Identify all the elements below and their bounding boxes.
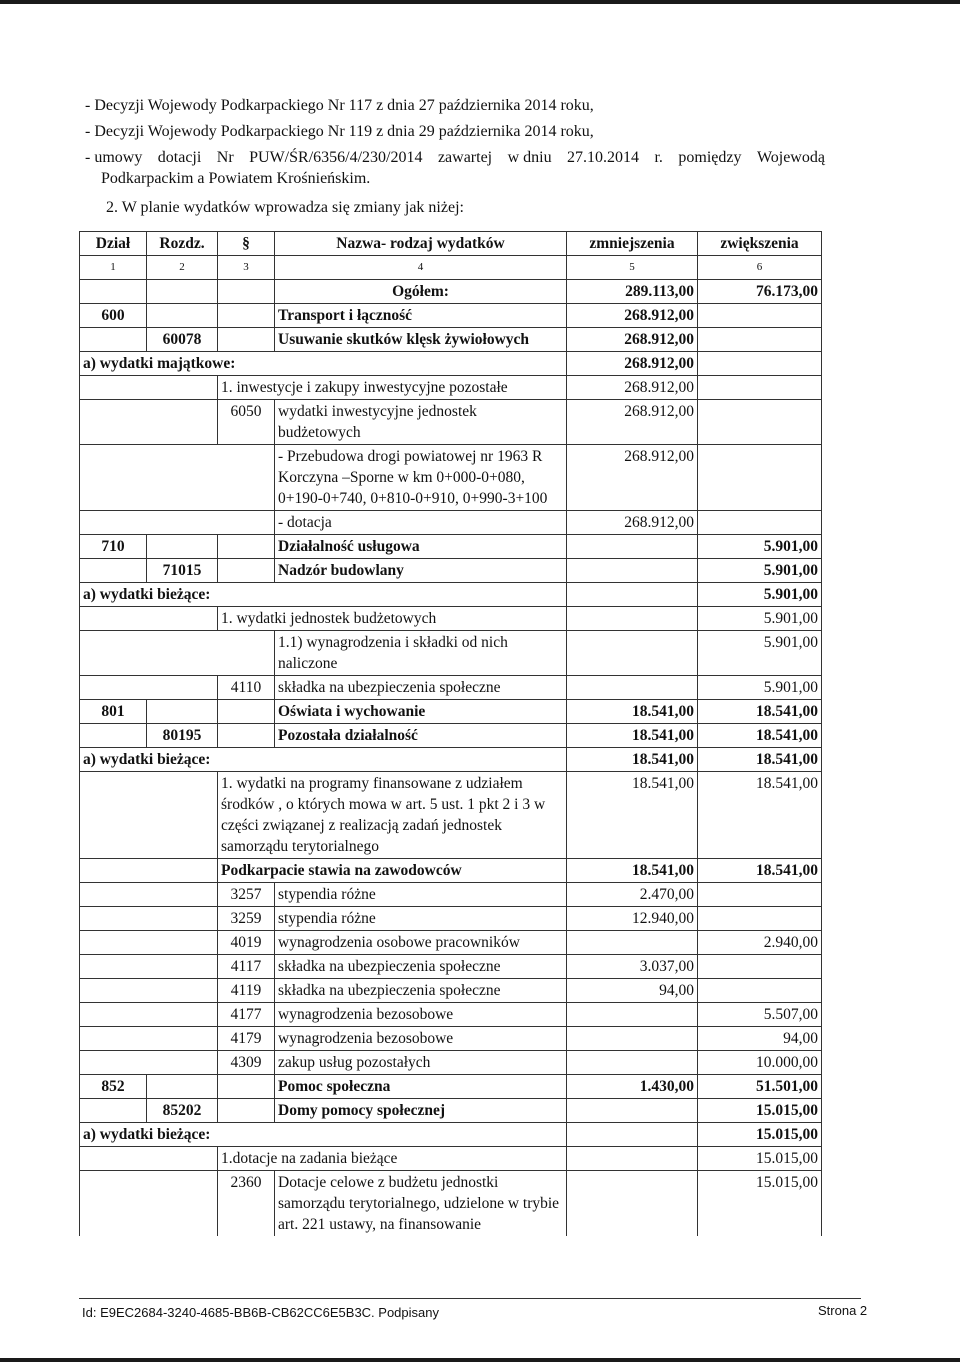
zwiekszenia-cell: 76.173,00 [698,280,822,304]
name-cell: Pomoc społeczna [275,1075,567,1099]
name-cell: Transport i łączność [275,304,567,328]
zmniejszenia-cell: 2.470,00 [567,883,698,907]
header-paragraf: § [218,232,275,256]
table-row [80,304,822,328]
section-label-cell: a) wydatki bieżące: [80,583,567,607]
table-row [80,631,822,676]
rozdzial-cell [147,535,218,559]
table-row [80,1003,822,1027]
paragraf-cell: 4019 [218,931,275,955]
footer-divider [79,1298,861,1299]
intro-line-3 [85,147,825,168]
dzial-cell: 852 [80,1075,147,1099]
indent-cell [80,883,218,907]
dzial-cell: 710 [80,535,147,559]
paragraf-cell: 3259 [218,907,275,931]
intro-line-3-word: - umowy [85,149,143,166]
table-row [80,1147,822,1171]
intro-block [85,95,825,223]
name-cell: Nadzór budowlany [275,559,567,583]
col-number: 4 [275,256,567,280]
paragraf-cell [218,700,275,724]
indent-cell [80,1003,218,1027]
zwiekszenia-cell: 94,00 [698,1027,822,1051]
col-number: 2 [147,256,218,280]
table-row [80,583,822,607]
zwiekszenia-cell: 18.541,00 [698,772,822,859]
paragraf-cell [218,724,275,748]
name-cell: - Przebudowa drogi powiatowej nr 1963 R Korczyna –Sporne w km 0+000-0+080, 0+190-0+740, 0+810-0+910, 0+990-3+100 [275,445,567,511]
paragraf-cell [218,559,275,583]
indent-cell [80,1027,218,1051]
expenditure-table [79,231,822,1236]
paragraf-cell: 2360 [218,1171,275,1237]
indent-cell [80,511,275,535]
zmniejszenia-cell: 268.912,00 [567,376,698,400]
zmniejszenia-cell: 12.940,00 [567,907,698,931]
indent-cell [80,859,218,883]
indent-cell [80,907,218,931]
zwiekszenia-cell [698,328,822,352]
zwiekszenia-cell [698,883,822,907]
table-row [80,883,822,907]
table-row [80,511,822,535]
intro-line-3-word: Wojewodą [756,149,825,166]
zwiekszenia-cell: 5.901,00 [698,631,822,676]
section-label-cell: a) wydatki bieżące: [80,748,567,772]
header-dzial: Dział [80,232,147,256]
table-header-row [80,232,822,256]
table-row [80,859,822,883]
indent-cell [80,607,218,631]
name-cell: 1. inwestycje i zakupy inwestycyjne pozostałe [218,376,567,400]
name-cell: zakup usług pozostałych [275,1051,567,1075]
col-number: 3 [218,256,275,280]
scan-bottom-edge [0,1358,960,1362]
indent-cell [80,955,218,979]
header-nazwa: Nazwa- rodzaj wydatków [275,232,567,256]
rozdzial-cell: 80195 [147,724,218,748]
zmniejszenia-cell [567,583,698,607]
section-label-cell: a) wydatki majątkowe: [80,352,567,376]
zmniejszenia-cell [567,1027,698,1051]
paragraf-cell: 6050 [218,400,275,445]
col-number: 6 [698,256,822,280]
col-number: 1 [80,256,147,280]
header-zwiekszenia: zwiększenia [698,232,822,256]
column-number-row [80,256,822,280]
name-cell: wydatki inwestycyjne jednostek budżetowych [275,400,567,445]
zwiekszenia-cell: 18.541,00 [698,748,822,772]
zmniejszenia-cell [567,1051,698,1075]
name-cell: Domy pomocy społecznej [275,1099,567,1123]
intro-line-3-word: dotacji [157,149,202,166]
paragraf-cell: 4119 [218,979,275,1003]
rozdzial-cell: 85202 [147,1099,218,1123]
indent-cell [80,400,218,445]
zwiekszenia-cell: 15.015,00 [698,1147,822,1171]
indent-cell [80,631,275,676]
zwiekszenia-cell [698,955,822,979]
dzial-cell [80,1099,147,1123]
header-rozdzial: Rozdz. [147,232,218,256]
intro-line-3-word: 27.10.2014 [567,149,640,166]
table-row [80,955,822,979]
table-row [80,1051,822,1075]
zwiekszenia-cell: 18.541,00 [698,724,822,748]
name-cell: - dotacja [275,511,567,535]
indent-cell [80,1051,218,1075]
table-row [80,328,822,352]
name-cell: stypendia różne [275,883,567,907]
zwiekszenia-cell: 51.501,00 [698,1075,822,1099]
table-row [80,535,822,559]
zwiekszenia-cell: 10.000,00 [698,1051,822,1075]
zwiekszenia-cell: 5.901,00 [698,607,822,631]
zmniejszenia-cell [567,1123,698,1147]
name-cell: Pozostała działalność [275,724,567,748]
intro-line-3-word: Nr [216,149,234,166]
rozdzial-cell: 60078 [147,328,218,352]
expenditure-table-body [80,232,822,1237]
indent-cell [80,1171,218,1237]
table-row [80,700,822,724]
zwiekszenia-cell [698,376,822,400]
name-cell: Usuwanie skutków klęsk żywiołowych [275,328,567,352]
table-row [80,676,822,700]
paragraf-cell: 4177 [218,1003,275,1027]
dzial-cell [80,280,147,304]
zwiekszenia-cell: 5.507,00 [698,1003,822,1027]
zmniejszenia-cell: 268.912,00 [567,511,698,535]
zmniejszenia-cell: 18.541,00 [567,772,698,859]
table-row [80,907,822,931]
table-row [80,352,822,376]
table-row [80,1075,822,1099]
paragraf-cell [218,1099,275,1123]
zmniejszenia-cell: 18.541,00 [567,859,698,883]
paragraf-cell [218,535,275,559]
name-cell: składka na ubezpieczenia społeczne [275,676,567,700]
zwiekszenia-cell: 5.901,00 [698,535,822,559]
zmniejszenia-cell: 3.037,00 [567,955,698,979]
paragraf-cell [218,1075,275,1099]
header-zmniejszenia: zmniejszenia [567,232,698,256]
rozdzial-cell [147,280,218,304]
zwiekszenia-cell [698,907,822,931]
paragraf-cell: 4117 [218,955,275,979]
name-cell: wynagrodzenia bezosobowe [275,1003,567,1027]
zmniejszenia-cell: 268.912,00 [567,352,698,376]
zwiekszenia-cell: 5.901,00 [698,583,822,607]
indent-cell [80,772,218,859]
table-row [80,1171,822,1237]
zwiekszenia-cell [698,304,822,328]
table-row [80,1099,822,1123]
table-row [80,931,822,955]
intro-line-3-word: zawartej [437,149,493,166]
dzial-cell [80,724,147,748]
zmniejszenia-cell [567,607,698,631]
zmniejszenia-cell [567,676,698,700]
zwiekszenia-cell: 15.015,00 [698,1171,822,1237]
table-row [80,979,822,1003]
intro-line-3-word: pomiędzy [678,149,742,166]
name-cell: składka na ubezpieczenia społeczne [275,979,567,1003]
section-label-cell: a) wydatki bieżące: [80,1123,567,1147]
name-cell: 1. wydatki na programy finansowane z udziałem środków , o których mowa w art. 5 ust. 1 pkt 2 i 3 w części związanej z realizacją zadań jednostek samorządu terytorialnego [218,772,567,859]
zwiekszenia-cell [698,511,822,535]
table-row [80,748,822,772]
zmniejszenia-cell: 94,00 [567,979,698,1003]
intro-line-2: - Decyzji Wojewody Podkarpackiego Nr 119 z dnia 29 października 2014 roku, [85,123,594,140]
table-row [80,724,822,748]
scan-top-edge [0,0,960,4]
name-cell: Podkarpacie stawia na zawodowców [218,859,567,883]
name-cell: wynagrodzenia osobowe pracowników [275,931,567,955]
zwiekszenia-cell [698,400,822,445]
intro-line-1: - Decyzji Wojewody Podkarpackiego Nr 117 z dnia 27 października 2014 roku, [85,97,594,114]
name-cell: 1.1) wynagrodzenia i składki od nich naliczone [275,631,567,676]
paragraf-cell: 4110 [218,676,275,700]
zwiekszenia-cell: 15.015,00 [698,1099,822,1123]
table-row [80,376,822,400]
dzial-cell [80,328,147,352]
zmniejszenia-cell [567,535,698,559]
indent-cell [80,931,218,955]
zwiekszenia-cell: 15.015,00 [698,1123,822,1147]
table-row [80,280,822,304]
name-cell: Ogółem: [275,280,567,304]
page-number: Strona 2 [818,1303,868,1318]
table-row [80,559,822,583]
paragraf-cell [218,280,275,304]
indent-cell [80,979,218,1003]
table-row [80,772,822,859]
rozdzial-cell [147,304,218,328]
name-cell: 1. wydatki jednostek budżetowych [218,607,567,631]
indent-cell [80,376,218,400]
name-cell: Dotacje celowe z budżetu jednostki samorządu terytorialnego, udzielone w trybie art. 221 ustawy, na finansowanie [275,1171,567,1237]
zwiekszenia-cell [698,352,822,376]
document-id: Id: E9EC2684-3240-4685-BB6B-CB62CC6E5B3C. Podpisany [82,1305,439,1320]
intro-line-3-continued: Podkarpackim a Powiatem Krośnieńskim. [101,170,371,187]
zmniejszenia-cell: 268.912,00 [567,400,698,445]
table-row [80,607,822,631]
dzial-cell: 801 [80,700,147,724]
dzial-cell: 600 [80,304,147,328]
zmniejszenia-cell [567,931,698,955]
name-cell: składka na ubezpieczenia społeczne [275,955,567,979]
zmniejszenia-cell: 18.541,00 [567,724,698,748]
zmniejszenia-cell [567,559,698,583]
intro-line-3-word: w dniu [507,149,552,166]
paragraf-cell [218,328,275,352]
indent-cell [80,445,275,511]
col-number: 5 [567,256,698,280]
paragraf-cell: 4309 [218,1051,275,1075]
paragraf-cell: 3257 [218,883,275,907]
table-row [80,445,822,511]
name-cell: wynagrodzenia bezosobowe [275,1027,567,1051]
zmniejszenia-cell: 268.912,00 [567,445,698,511]
section-heading: 2. W planie wydatków wprowadza się zmiany jak niżej: [106,199,464,216]
zwiekszenia-cell [698,445,822,511]
rozdzial-cell [147,700,218,724]
name-cell: Oświata i wychowanie [275,700,567,724]
intro-line-3-word: PUW/ŚR/6356/4/230/2014 [249,149,423,166]
zwiekszenia-cell: 5.901,00 [698,559,822,583]
paragraf-cell: 4179 [218,1027,275,1051]
zmniejszenia-cell: 18.541,00 [567,700,698,724]
indent-cell [80,676,218,700]
table-row [80,400,822,445]
name-cell: 1.dotacje na zadania bieżące [218,1147,567,1171]
zwiekszenia-cell: 18.541,00 [698,859,822,883]
zmniejszenia-cell: 268.912,00 [567,328,698,352]
table-row [80,1027,822,1051]
dzial-cell [80,559,147,583]
zwiekszenia-cell: 18.541,00 [698,700,822,724]
name-cell: Działalność usługowa [275,535,567,559]
zwiekszenia-cell: 2.940,00 [698,931,822,955]
zmniejszenia-cell: 268.912,00 [567,304,698,328]
paragraf-cell [218,304,275,328]
zmniejszenia-cell [567,1003,698,1027]
intro-line-3-word: r. [654,149,663,166]
zmniejszenia-cell [567,1147,698,1171]
name-cell: stypendia różne [275,907,567,931]
table-row [80,1123,822,1147]
zmniejszenia-cell [567,1099,698,1123]
zwiekszenia-cell [698,979,822,1003]
zmniejszenia-cell [567,631,698,676]
indent-cell [80,1147,218,1171]
zwiekszenia-cell: 5.901,00 [698,676,822,700]
zmniejszenia-cell: 18.541,00 [567,748,698,772]
rozdzial-cell [147,1075,218,1099]
zmniejszenia-cell: 1.430,00 [567,1075,698,1099]
rozdzial-cell: 71015 [147,559,218,583]
zmniejszenia-cell [567,1171,698,1237]
zmniejszenia-cell: 289.113,00 [567,280,698,304]
